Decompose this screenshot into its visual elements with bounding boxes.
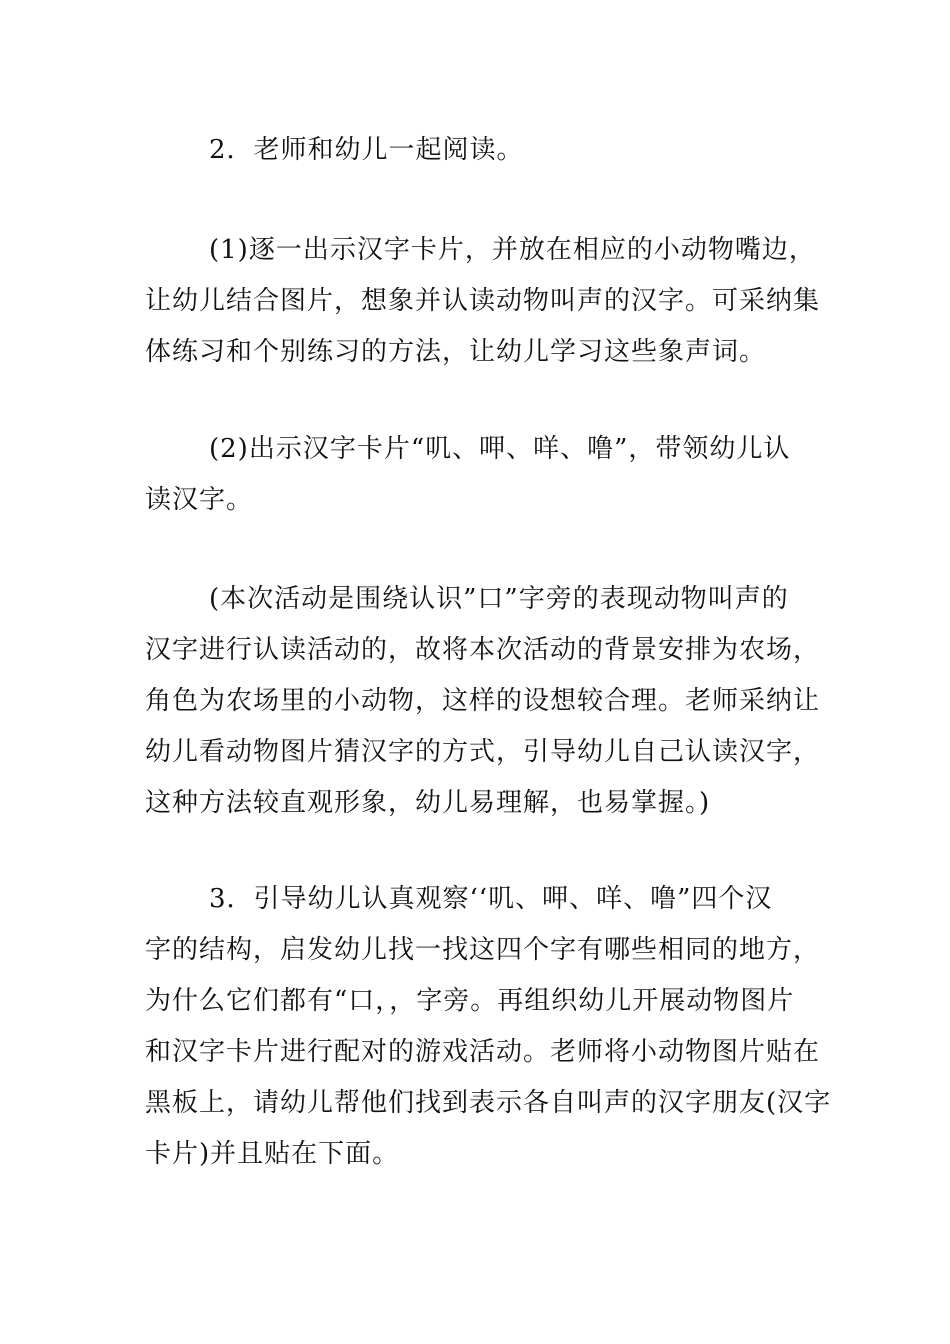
text-line: 2．老师和幼儿一起阅读。 xyxy=(209,135,524,165)
text-line: 卡片)并且贴在下面。 xyxy=(145,1139,400,1169)
paragraph-step-2 xyxy=(145,125,810,176)
text-line: 让幼儿结合图片，想象并认读动物叫声的汉字。可采纳集 xyxy=(145,286,821,316)
text-line: (2)出示汉字卡片“叽、呷、咩、噜”，带领幼儿认 xyxy=(209,434,791,464)
text-line: 字的结构，启发幼儿找一找这四个字有哪些相同的地方， xyxy=(145,935,821,965)
text-line: 体练习和个别练习的方法，让幼儿学习这些象声词。 xyxy=(145,337,767,367)
text-line: 幼儿看动物图片猜汉字的方式，引导幼儿自己认读汉字， xyxy=(145,737,821,767)
text-line: 角色为农场里的小动物，这样的设想较合理。老师采纳让 xyxy=(145,686,821,716)
text-line: (本次活动是围绕认识”口”字旁的表现动物叫声的 xyxy=(209,584,789,614)
paragraph-substep-1 xyxy=(145,225,821,378)
text-line: 读汉字。 xyxy=(145,485,254,515)
paragraph-step-3 xyxy=(145,874,832,1180)
text-line: 为什么它们都有“口，，字旁。再组织幼儿开展动物图片 xyxy=(145,986,795,1016)
text-line: 这种方法较直观形象，幼儿易理解，也易掌握。) xyxy=(145,788,711,818)
paragraph-commentary xyxy=(145,574,821,829)
paragraph-substep-2 xyxy=(145,424,810,526)
text-line: 汉字进行认读活动的，故将本次活动的背景安排为农场， xyxy=(145,635,821,665)
text-line: (1)逐一出示汉字卡片，并放在相应的小动物嘴边， xyxy=(209,235,816,265)
text-line: 黑板上，请幼儿帮他们找到表示各自叫声的汉字朋友(汉字 xyxy=(145,1088,832,1118)
text-line: 3．引导幼儿认真观察‘‘叽、呷、咩、噜”四个汉 xyxy=(209,884,773,914)
text-line: 和汉字卡片进行配对的游戏活动。老师将小动物图片贴在 xyxy=(145,1037,821,1067)
